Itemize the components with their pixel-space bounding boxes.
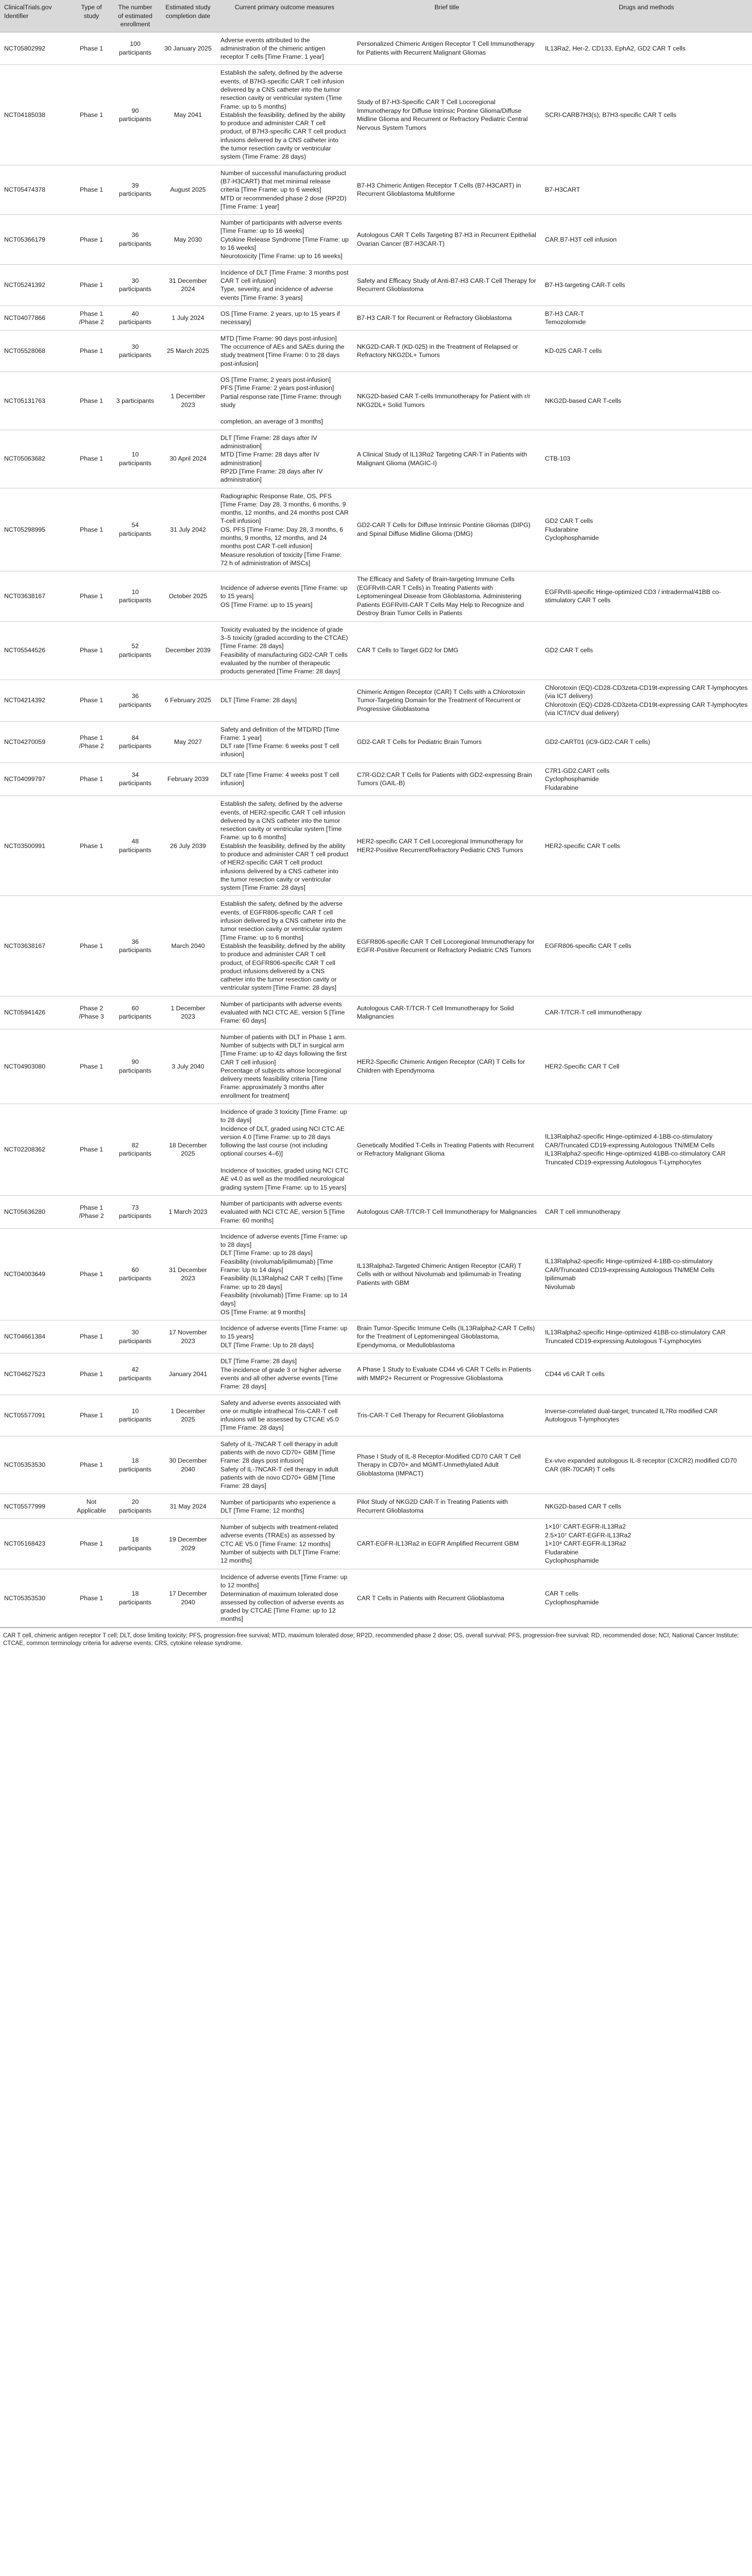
cell-enrollment: 36 participants — [111, 215, 160, 264]
cell-brief-title: Autologous CAR T Cells Targeting B7-H3 in Recurrent Epithelial Ovarian Cancer (B7-H3CAR-T) — [353, 215, 541, 264]
cell-drugs-methods: B7-H3-targeting CAR-T cells — [541, 264, 752, 306]
cell-drugs-methods: NKG2D-based CAR T-cells — [541, 372, 752, 430]
cell-identifier: NCT03500991 — [0, 796, 72, 896]
cell-drugs-methods: KD-025 CAR-T cells — [541, 330, 752, 371]
cell-identifier: NCT05802992 — [0, 32, 72, 65]
cell-completion-date: October 2025 — [160, 571, 216, 622]
cell-enrollment: 30 participants — [111, 264, 160, 306]
cell-completion-date: 31 May 2024 — [160, 1494, 216, 1519]
cell-enrollment: 40 participants — [111, 306, 160, 330]
cell-identifier: NCT02208362 — [0, 1104, 72, 1196]
table-row — [0, 430, 752, 488]
cell-drugs-methods: Ex-vivo expanded autologous IL-8 receptor (CXCR2) modified CD70 CAR (8R-70CAR) T cells — [541, 1436, 752, 1494]
cell-enrollment: 3 participants — [111, 372, 160, 430]
cell-outcome-measures: Establish the safety, defined by the adverse events, of EGFR806-specific CAR T cell infusion delivered by a CNS catheter into the tumor resection cavity or ventricular system [Time Frame: up to 6 months] Establish the feasibility, defined by the ability to produce and administer CAR T cell product, of EGFR806-specific CAR T cell product infusions delivered by a CNS catheter into the tumor resection cavity or ventricular system [Time Frame: 28 days] — [216, 896, 353, 996]
cell-study-type: Phase 1 — [72, 1353, 111, 1395]
cell-outcome-measures: Number of successful manufacturing product (B7-H3CART) that met minimal release criteria [Time Frame: up to 6 weeks] MTD or recommended phase 2 dose (RP2D) [Time Frame: 1 year] — [216, 165, 353, 214]
cell-outcome-measures: DLT [Time Frame: 28 days] The incidence of grade 3 or higher adverse events and all other adverse events [Time Frame: 28 days] — [216, 1353, 353, 1395]
cell-identifier: NCT04270059 — [0, 721, 72, 762]
cell-study-type: Phase 1 — [72, 372, 111, 430]
table-row — [0, 571, 752, 622]
cell-identifier: NCT04185038 — [0, 65, 72, 165]
cell-identifier: NCT04903080 — [0, 1029, 72, 1104]
cell-identifier: NCT03638167 — [0, 896, 72, 996]
table-row — [0, 1569, 752, 1627]
table-row — [0, 1494, 752, 1519]
cell-study-type: Phase 1 /Phase 2 — [72, 306, 111, 330]
cell-completion-date: May 2041 — [160, 65, 216, 165]
table-row — [0, 1320, 752, 1353]
cell-study-type: Phase 1 — [72, 430, 111, 488]
cell-completion-date: March 2040 — [160, 896, 216, 996]
cell-outcome-measures: Radiographic Response Rate, OS, PFS [Time Frame: Day 28, 3 months, 6 months, 9 months, 12 months, and 24 months post CAR T-cell infusion] OS, PFS [Time Frame: Day 28, 3 months, 6 months, 9 months, 12 months, and 24 months post CAR T-cell infusion] Measure resolution of toxicity [Time Frame: 72 h of administration of iMSCs] — [216, 488, 353, 571]
cell-completion-date: 31 July 2042 — [160, 488, 216, 571]
cell-enrollment: 60 participants — [111, 996, 160, 1029]
cell-brief-title: C7R-GD2.CAR T Cells for Patients with GD2-expressing Brain Tumors (GAIL-B) — [353, 762, 541, 796]
cell-identifier: NCT04214392 — [0, 680, 72, 721]
cell-completion-date: December 2039 — [160, 621, 216, 680]
table-row — [0, 1195, 752, 1228]
cell-study-type: Phase 1 — [72, 680, 111, 721]
cell-enrollment: 30 participants — [111, 1320, 160, 1353]
cell-study-type: Phase 1 — [72, 1029, 111, 1104]
cell-drugs-methods: Chlorotoxin (EQ)-CD28-CD3zeta-CD19t-expressing CAR T-lymphocytes (via ICT delivery) Chlorotoxin (EQ)-CD28-CD3zeta-CD19t-expressing CAR T-lymphocytes (via ICT/ICV dual delivery) — [541, 680, 752, 721]
cell-drugs-methods: Inverse-correlated dual-target, truncated IL7Rα modified CAR Autologous T-lymphocytes — [541, 1395, 752, 1436]
cell-drugs-methods: CTB-103 — [541, 430, 752, 488]
table-row — [0, 680, 752, 721]
table-row — [0, 762, 752, 796]
cell-brief-title: B7-H3 CAR-T for Recurrent or Refractory Glioblastoma — [353, 306, 541, 330]
cell-drugs-methods: CAR T cells Cyclophosphamide — [541, 1569, 752, 1627]
cell-enrollment: 20 participants — [111, 1494, 160, 1519]
cell-identifier: NCT05353530 — [0, 1436, 72, 1494]
cell-enrollment: 36 participants — [111, 896, 160, 996]
cell-completion-date: 17 December 2040 — [160, 1569, 216, 1627]
cell-brief-title: Genetically Modified T-Cells in Treating Patients with Recurrent or Refractory Malignant Glioma — [353, 1104, 541, 1196]
cell-completion-date: 26 July 2039 — [160, 796, 216, 896]
cell-study-type: Phase 1 — [72, 1519, 111, 1569]
cell-brief-title: CAR T Cells to Target GD2 for DMG — [353, 621, 541, 680]
cell-identifier: NCT05353530 — [0, 1569, 72, 1627]
cell-brief-title: A Phase 1 Study to Evaluate CD44 v6 CAR T Cells in Patients with MMP2+ Recurrent or Progressive Glioblastoma — [353, 1353, 541, 1395]
cell-brief-title: The Efficacy and Safety of Brain-targeting Immune Cells (EGFRvIII-CAR T Cells) in Treating Patients with Leptomeningeal Disease from Glioblastoma. Administering Patients EGFRvIII-CAR T Cells May Help to Recognize and Destroy Brain Tumor Cells in Patients — [353, 571, 541, 622]
header-identifier: ClinicalTrials.gov Identifier — [0, 0, 72, 32]
header-study-type: Type of study — [72, 0, 111, 32]
cell-study-type: Phase 1 — [72, 65, 111, 165]
table-row — [0, 896, 752, 996]
cell-completion-date: 1 March 2023 — [160, 1195, 216, 1228]
cell-drugs-methods: HER2-specific CAR T cells — [541, 796, 752, 896]
cell-brief-title: GD2-CAR T Cells for Pediatric Brain Tumors — [353, 721, 541, 762]
cell-drugs-methods: GD2 CAR T cells Fludarabine Cyclophosphamide — [541, 488, 752, 571]
cell-drugs-methods: IL13Ralpha2-specific Hinge-optimized 41BB-co-stimulatory CAR Truncated CD19-expressing Autologous T-Lymphocytes — [541, 1320, 752, 1353]
cell-brief-title: Autologous CAR-T/TCR-T Cell Immunotherapy for Malignancies — [353, 1195, 541, 1228]
cell-identifier: NCT05544526 — [0, 621, 72, 680]
cell-enrollment: 90 participants — [111, 65, 160, 165]
cell-identifier: NCT05528068 — [0, 330, 72, 371]
cell-completion-date: 18 December 2025 — [160, 1104, 216, 1196]
cell-brief-title: NKG2D-based CAR T-cells Immunotherapy for Patient with r/r NKG2DL+ Solid Tumors — [353, 372, 541, 430]
cell-identifier: NCT05298995 — [0, 488, 72, 571]
cell-study-type: Phase 1 — [72, 488, 111, 571]
cell-drugs-methods: CD44 v6 CAR T cells — [541, 1353, 752, 1395]
cell-completion-date: August 2025 — [160, 165, 216, 214]
table-row — [0, 1519, 752, 1569]
cell-enrollment: 48 participants — [111, 796, 160, 896]
cell-identifier: NCT04661384 — [0, 1320, 72, 1353]
cell-enrollment: 39 participants — [111, 165, 160, 214]
cell-drugs-methods: C7R1-GD2.CART cells Cyclophosphamide Fludarabine — [541, 762, 752, 796]
cell-identifier: NCT05366179 — [0, 215, 72, 264]
cell-brief-title: Tris-CAR-T Cell Therapy for Recurrent Glioblastoma — [353, 1395, 541, 1436]
cell-study-type: Phase 1 — [72, 762, 111, 796]
cell-completion-date: January 2041 — [160, 1353, 216, 1395]
cell-outcome-measures: OS [Time Frame: 2 years, up to 15 years if necessary] — [216, 306, 353, 330]
cell-identifier: NCT05241392 — [0, 264, 72, 306]
cell-drugs-methods: CAR.B7-H3T cell infusion — [541, 215, 752, 264]
cell-brief-title: Pilot Study of NKG2D CAR-T in Treating Patients with Recurrent Glioblastoma — [353, 1494, 541, 1519]
header-row — [0, 0, 752, 32]
cell-enrollment: 10 participants — [111, 430, 160, 488]
cell-drugs-methods: CAR-T/TCR-T cell immunotherapy — [541, 996, 752, 1029]
table-row — [0, 330, 752, 371]
cell-completion-date: 19 December 2029 — [160, 1519, 216, 1569]
cell-outcome-measures: Adverse events attributed to the administration of the chimeric antigen receptor T cells [Time Frame: 1 year] — [216, 32, 353, 65]
table-row — [0, 1104, 752, 1196]
cell-enrollment: 90 participants — [111, 1029, 160, 1104]
cell-study-type: Phase 2 /Phase 3 — [72, 996, 111, 1029]
cell-brief-title: NKG2D-CAR-T (KD-025) in the Treatment of Relapsed or Refractory NKG2DL+ Tumors — [353, 330, 541, 371]
table-row — [0, 621, 752, 680]
cell-outcome-measures: Incidence of adverse events [Time Frame: up to 12 months] Determination of maximum tolerated dose assessed by collection of adverse events as graded by CTCAE [Time Frame: up to 12 months] — [216, 1569, 353, 1627]
cell-enrollment: 42 participants — [111, 1353, 160, 1395]
cell-identifier: NCT05063682 — [0, 430, 72, 488]
cell-outcome-measures: Establish the safety, defined by the adverse events, of HER2-specific CAR T cell infusion delivered by a CNS catheter into the tumor resection cavity or ventricular system [Time Frame: up to 6 months] Establish the feasibility, defined by the ability to produce and administer CAR T cell product of HER2-specific CAR T cell product infusions delivered by a CNS catheter into the tumor resection cavity or ventricular system [Time Frame: 28 days] — [216, 796, 353, 896]
header-drugs-methods: Drugs and methods — [541, 0, 752, 32]
table-row — [0, 1395, 752, 1436]
cell-enrollment: 10 participants — [111, 1395, 160, 1436]
cell-study-type: Phase 1 — [72, 1104, 111, 1196]
cell-completion-date: 1 December 2023 — [160, 372, 216, 430]
cell-drugs-methods: EGFRvIII-specific Hinge-optimized CD3 / intradermal/41BB co-stimulatory CAR T cells — [541, 571, 752, 622]
cell-brief-title: Personalized Chimeric Antigen Receptor T Cell Immunotherapy for Patients with Recurrent Malignant Gliomas — [353, 32, 541, 65]
cell-study-type: Phase 1 — [72, 215, 111, 264]
cell-enrollment: 10 participants — [111, 571, 160, 622]
cell-brief-title: CAR T Cells in Patients with Recurrent Glioblastoma — [353, 1569, 541, 1627]
cell-completion-date: 1 December 2025 — [160, 1395, 216, 1436]
cell-outcome-measures: Incidence of grade 3 toxicity [Time Frame: up to 28 days] Incidence of DLT, graded using NCI CTC AE version 4.0 [Time Frame: up to 28 days following the last course (not including optional courses 4–6)] Incidence of toxicities, graded using NCI CTC AE v4.0 as well as the modified neurological grading system [Time Frame: up to 15 years] — [216, 1104, 353, 1196]
cell-outcome-measures: DLT [Time Frame: 28 days] — [216, 680, 353, 721]
cell-drugs-methods: B7-H3CART — [541, 165, 752, 214]
table-body — [0, 32, 752, 1627]
cell-enrollment: 36 participants — [111, 680, 160, 721]
cell-outcome-measures: Establish the safety, defined by the adverse events, of B7H3-specific CAR T cell infusion delivered by a CNS catheter into the tumor resection cavity or ventricular system (Time Frame: up to 5 months) Establish the feasibility, defined by the ability to produce and administer CAR T cell product, of B7H3-specific CAR T cell product infusions delivered by a CNS catheter into the tumor resection cavity or ventricular system (Time Frame: 28 days) — [216, 65, 353, 165]
cell-outcome-measures: Incidence of DLT [Time Frame: 3 months post CAR T cell infusion] Type, severity, and incidence of adverse events [Time Frame: 3 years] — [216, 264, 353, 306]
cell-identifier: NCT03638167 — [0, 571, 72, 622]
cell-completion-date: May 2027 — [160, 721, 216, 762]
cell-study-type: Phase 1 — [72, 1395, 111, 1436]
cell-completion-date: 3 July 2040 — [160, 1029, 216, 1104]
cell-enrollment: 82 participants — [111, 1104, 160, 1196]
cell-study-type: Phase 1 — [72, 264, 111, 306]
cell-identifier: NCT04627523 — [0, 1353, 72, 1395]
cell-identifier: NCT05474378 — [0, 165, 72, 214]
cell-outcome-measures: Number of subjects with treatment-related adverse events (TRAEs) as assessed by CTC AE V5.0 [Time Frame: 12 months] Number of subjects with DLT [Time Frame: 12 months] — [216, 1519, 353, 1569]
table-row — [0, 1029, 752, 1104]
cell-study-type: Phase 1 — [72, 621, 111, 680]
cell-brief-title: EGFR806-specific CAR T Cell Locoregional Immunotherapy for EGFR-Positive Recurrent or Refractory Pediatric CNS Tumors — [353, 896, 541, 996]
cell-identifier: NCT05131763 — [0, 372, 72, 430]
cell-brief-title: CART-EGFR-IL13Ra2 in EGFR Amplified Recurrent GBM — [353, 1519, 541, 1569]
header-completion-date: Estimated study completion date — [160, 0, 216, 32]
cell-study-type: Phase 1 — [72, 165, 111, 214]
table-footnote: CAR T cell, chimeric antigen receptor T cell; DLT, dose limiting toxicity; PFS, progression-free survival; MTD, maximum tolerated dose; RP2D, recommended phase 2 dose; OS, overall survival; PFS, progression-free survival; RD, recommended dose; NCI, National Cancer Institute; CTCAE, common terminology criteria for adverse events; CRS, cytokine release syndrome. — [0, 1628, 752, 1653]
table-row — [0, 32, 752, 65]
cell-drugs-methods: 1×10⁷ CART-EGFR-IL13Ra2 2.5×10⁷ CART-EGFR-IL13Ra2 1×10⁸ CART-EGFR-IL13Ra2 Fludarabine Cyclophosphamide — [541, 1519, 752, 1569]
cell-brief-title: B7-H3 Chimeric Antigen Receptor T Cells (B7-H3CART) in Recurrent Glioblastoma Multiforme — [353, 165, 541, 214]
cell-brief-title: Study of B7-H3-Specific CAR T Cell Locoregional Immunotherapy for Diffuse Intrinsic Pontine Glioma/Diffuse Midline Glioma and Recurrent or Refractory Pediatric Central Nervous System Tumors — [353, 65, 541, 165]
table-row — [0, 796, 752, 896]
cell-outcome-measures: Safety of IL-7NCAR T cell therapy in adult patients with de novo CD70+ GBM [Time Frame: 28 days post infusion] Safety of IL-7NCAR-T cell therapy in adult patients with de novo CD70+ GBM [Time Frame: 28 days] — [216, 1436, 353, 1494]
cell-completion-date: February 2039 — [160, 762, 216, 796]
cell-enrollment: 73 participants — [111, 1195, 160, 1228]
cell-study-type: Phase 1 /Phase 2 — [72, 721, 111, 762]
cell-completion-date: 31 December 2024 — [160, 264, 216, 306]
cell-drugs-methods: IL13Ralpha2-specific Hinge-optimized 4-1BB-co-stimulatory CAR/Truncated CD19-expressing Autologous TN/MEM Cells IL13Ralpha2-specific Hinge-optimized 41BB-co-stimulatory CAR Truncated CD19-expressing Autologous T-Lymphocytes — [541, 1104, 752, 1196]
cell-outcome-measures: Toxicity evaluated by the incidence of grade 3–5 toxicity (graded according to the CTCAE) [Time Frame: 28 days] Feasibility of manufacturing GD2-CAR T cells evaluated by the number of therapeutic products generated [Time Frame: 28 days] — [216, 621, 353, 680]
cell-identifier: NCT04003649 — [0, 1228, 72, 1320]
cell-enrollment: 30 participants — [111, 330, 160, 371]
cell-enrollment: 84 participants — [111, 721, 160, 762]
cell-outcome-measures: DLT rate [Time Frame: 4 weeks post T cell infusion] — [216, 762, 353, 796]
cell-enrollment: 52 participants — [111, 621, 160, 680]
cell-enrollment: 54 participants — [111, 488, 160, 571]
table-row — [0, 488, 752, 571]
cell-outcome-measures: DLT [Time Frame: 28 days after IV administration] MTD [Time Frame: 28 days after IV administration] RP2D [Time Frame: 28 days after IV administration] — [216, 430, 353, 488]
cell-completion-date: 30 January 2025 — [160, 32, 216, 65]
cell-outcome-measures: Incidence of adverse events [Time Frame: up to 15 years] DLT [Time Frame: Up to 28 days] — [216, 1320, 353, 1353]
cell-outcome-measures: Incidence of adverse events [Time Frame: up to 15 years] OS [Time Frame: up to 15 years] — [216, 571, 353, 622]
cell-completion-date: May 2030 — [160, 215, 216, 264]
cell-brief-title: Brain Tumor-Specific Immune Cells (IL13Ralpha2-CAR T Cells) for the Treatment of Leptomeningeal Glioblastoma, Ependymoma, or Medulloblastoma — [353, 1320, 541, 1353]
cell-drugs-methods: NKG2D-based CAR T cells — [541, 1494, 752, 1519]
cell-identifier: NCT04099797 — [0, 762, 72, 796]
cell-brief-title: HER2-specific CAR T Cell Locoregional Immunotherapy for HER2-Positive Recurrent/Refractory Pediatric CNS Tumors — [353, 796, 541, 896]
header-brief-title: Brief title — [353, 0, 541, 32]
cell-drugs-methods: CAR T cell immunotherapy — [541, 1195, 752, 1228]
cell-study-type: Phase 1 — [72, 1569, 111, 1627]
cell-outcome-measures: Number of participants who experience a DLT [Time Frame: 12 months] — [216, 1494, 353, 1519]
cell-study-type: Phase 1 — [72, 32, 111, 65]
table-row — [0, 306, 752, 330]
cell-completion-date: 6 February 2025 — [160, 680, 216, 721]
table-row — [0, 165, 752, 214]
cell-identifier: NCT05636280 — [0, 1195, 72, 1228]
table-header — [0, 0, 752, 32]
cell-brief-title: Chimeric Antigen Receptor (CAR) T Cells with a Chlorotoxin Tumor-Targeting Domain for the Treatment of Recurrent or Progressive Glioblastoma — [353, 680, 541, 721]
header-outcome-measures: Current primary outcome measures — [216, 0, 353, 32]
cell-enrollment: 34 participants — [111, 762, 160, 796]
table-row — [0, 215, 752, 264]
cell-drugs-methods: GD2-CART01 (iC9-GD2-CAR T cells) — [541, 721, 752, 762]
table-row — [0, 996, 752, 1029]
cell-drugs-methods: SCRI-CARB7H3(s); B7H3-specific CAR T cells — [541, 65, 752, 165]
table-row — [0, 721, 752, 762]
cell-drugs-methods: GD2 CAR T cells — [541, 621, 752, 680]
cell-completion-date: 17 November 2023 — [160, 1320, 216, 1353]
cell-identifier: NCT05941426 — [0, 996, 72, 1029]
cell-outcome-measures: Number of participants with adverse events evaluated with NCI CTC AE, version 5 [Time Frame: 60 days] — [216, 996, 353, 1029]
cell-drugs-methods: EGFR806-specific CAR T cells — [541, 896, 752, 996]
cell-outcome-measures: Number of patients with DLT in Phase 1 arm. Number of subjects with DLT in surgical arm [Time Frame: up to 42 days following the first CAR T cell infusion] Percentage of subjects whose locoregional delivery meets feasibility criteria [Time Frame: approximately 3 months after enrollment for treatment] — [216, 1029, 353, 1104]
cell-drugs-methods: B7-H3 CAR-T Temozolomide — [541, 306, 752, 330]
cell-completion-date: 30 April 2024 — [160, 430, 216, 488]
cell-study-type: Phase 1 — [72, 330, 111, 371]
cell-enrollment: 18 participants — [111, 1569, 160, 1627]
cell-brief-title: IL13Ralpha2-Targeted Chimeric Antigen Receptor (CAR) T Cells with or without Nivolumab and Ipilimumab in Treating Patients with GBM — [353, 1228, 541, 1320]
cell-brief-title: Phase I Study of IL-8 Receptor-Modified CD70 CAR T Cell Therapy in CD70+ and MGMT-Unmethylated Adult Glioblastoma (IMPACT) — [353, 1436, 541, 1494]
cell-completion-date: 25 March 2025 — [160, 330, 216, 371]
table-row — [0, 65, 752, 165]
cell-brief-title: Safety and Efficacy Study of Anti-B7-H3 CAR-T Cell Therapy for Recurrent Glioblastoma — [353, 264, 541, 306]
cell-drugs-methods: IL13Ra2, Her-2, CD133, EphA2, GD2 CAR T cells — [541, 32, 752, 65]
cell-brief-title: GD2-CAR T Cells for Diffuse Intrinsic Pontine Gliomas (DIPG) and Spinal Diffuse Midline Glioma (DMG) — [353, 488, 541, 571]
cell-enrollment: 18 participants — [111, 1436, 160, 1494]
cell-completion-date: 30 December 2040 — [160, 1436, 216, 1494]
cell-identifier: NCT05168423 — [0, 1519, 72, 1569]
cell-drugs-methods: IL13Ralpha2-specific Hinge-optimized 4-1BB-co-stimulatory CAR/Truncated CD19-expressing Autologous TN/MEM Cells Ipilimumab Nivolumab — [541, 1228, 752, 1320]
header-enrollment: The number of estimated enrollment — [111, 0, 160, 32]
cell-identifier: NCT05577999 — [0, 1494, 72, 1519]
cell-enrollment: 100 participants — [111, 32, 160, 65]
cell-brief-title: HER2-Specific Chimeric Antigen Receptor (CAR) T Cells for Children with Ependymoma — [353, 1029, 541, 1104]
cell-study-type: Phase 1 — [72, 1320, 111, 1353]
table-row — [0, 1353, 752, 1395]
cell-study-type: Phase 1 — [72, 896, 111, 996]
cell-study-type: Phase 1 — [72, 796, 111, 896]
cell-study-type: Phase 1 — [72, 1228, 111, 1320]
cell-drugs-methods: HER2-Specific CAR T Cell — [541, 1029, 752, 1104]
cell-study-type: Phase 1 — [72, 1436, 111, 1494]
cell-study-type: Phase 1 /Phase 2 — [72, 1195, 111, 1228]
cell-enrollment: 60 participants — [111, 1228, 160, 1320]
cell-outcome-measures: Incidence of adverse events [Time Frame: up to 28 days] DLT [Time Frame: up to 28 days] Feasibility (nivolumab/ipilimumab) [Time Frame: Up to 14 days] Feasibility (IL13Ralpha2 CAR T cells) [Time Frame: up to 28 days] Feasibility (nivolumab) [Time Frame: up to 14 days] OS [Time Frame: at 9 months] — [216, 1228, 353, 1320]
table-row — [0, 372, 752, 430]
cell-outcome-measures: OS [Time Frame: 2 years post-infusion] PFS [Time Frame: 2 years post-infusion] Partial response rate [Time Frame: through study completion, an average of 3 months] — [216, 372, 353, 430]
cell-completion-date: 1 July 2024 — [160, 306, 216, 330]
table-row — [0, 264, 752, 306]
cell-completion-date: 31 December 2023 — [160, 1228, 216, 1320]
cell-study-type: Phase 1 — [72, 571, 111, 622]
cell-study-type: Not Applicable — [72, 1494, 111, 1519]
cell-outcome-measures: MTD [Time Frame: 90 days post-infusion] The occurrence of AEs and SAEs during the study treatment [Time Frame: 0 to 28 days post-infusion] — [216, 330, 353, 371]
table-row — [0, 1228, 752, 1320]
cell-brief-title: Autologous CAR-T/TCR-T Cell Immunotherapy for Solid Malignancies — [353, 996, 541, 1029]
table-row — [0, 1436, 752, 1494]
cell-outcome-measures: Number of participants with adverse events [Time Frame: up to 16 weeks] Cytokine Release Syndrome [Time Frame: up to 16 weeks] Neurotoxicity [Time Frame: up to 16 weeks] — [216, 215, 353, 264]
cell-identifier: NCT05577091 — [0, 1395, 72, 1436]
cell-outcome-measures: Safety and definition of the MTD/RD [Time Frame: 1 year] DLT rate [Time Frame: 6 weeks post T cell infusion] — [216, 721, 353, 762]
cell-completion-date: 1 December 2023 — [160, 996, 216, 1029]
cell-identifier: NCT04077866 — [0, 306, 72, 330]
cell-outcome-measures: Number of participants with adverse events evaluated with NCI CTC AE, version 5 [Time Frame: 60 months] — [216, 1195, 353, 1228]
cell-enrollment: 18 participants — [111, 1519, 160, 1569]
cell-outcome-measures: Safety and adverse events associated with one or multiple intrathecal Tris-CAR-T cell infusions will be assessed by CTCAE v5.0 [Time Frame: 28 days] — [216, 1395, 353, 1436]
cell-brief-title: A Clinical Study of IL13Rα2 Targeting CAR-T in Patients with Malignant Glioma (MAGIC-I) — [353, 430, 541, 488]
